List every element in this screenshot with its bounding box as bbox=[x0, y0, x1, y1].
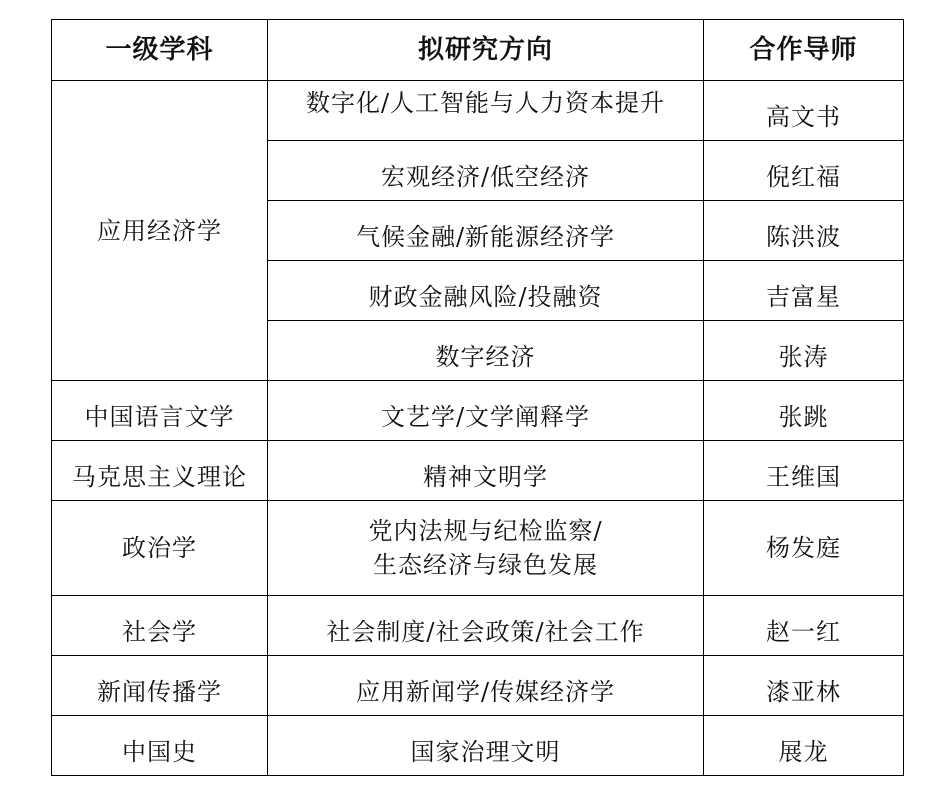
direction-cell bbox=[268, 321, 704, 381]
advisor-text: 赵一红 bbox=[766, 617, 841, 646]
direction-cell bbox=[268, 81, 704, 141]
table-row bbox=[52, 716, 904, 776]
direction-text: 国家治理文明 bbox=[410, 737, 561, 766]
advisor-cell bbox=[704, 716, 904, 776]
direction-line: 生态经济与绿色发展 bbox=[373, 551, 598, 579]
direction-text: 社会制度/社会政策/社会工作 bbox=[326, 617, 645, 646]
direction-text: 精神文明学 bbox=[423, 462, 548, 491]
discipline-cell bbox=[52, 441, 268, 501]
direction-cell bbox=[268, 441, 704, 501]
discipline-cell bbox=[52, 381, 268, 441]
direction-text: 文艺学/文学阐释学 bbox=[380, 402, 591, 431]
research-directions-table bbox=[51, 19, 904, 776]
table-row bbox=[52, 656, 904, 716]
direction-text: 宏观经济/低空经济 bbox=[380, 162, 591, 191]
advisor-cell bbox=[704, 321, 904, 381]
advisor-text: 展龙 bbox=[778, 737, 829, 766]
direction-cell bbox=[268, 656, 704, 716]
discipline-cell bbox=[52, 716, 268, 776]
direction-text: 财政金融风险/投融资 bbox=[368, 282, 603, 311]
direction-cell bbox=[268, 261, 704, 321]
direction-cell bbox=[268, 716, 704, 776]
table-header-row bbox=[52, 20, 904, 81]
table-row bbox=[52, 381, 904, 441]
advisor-cell bbox=[704, 596, 904, 656]
direction-line: 党内法规与纪检监察/ bbox=[368, 517, 603, 545]
advisor-cell bbox=[704, 201, 904, 261]
direction-text: 气候金融/新能源经济学 bbox=[355, 222, 616, 251]
advisor-text: 高文书 bbox=[766, 102, 841, 131]
discipline-text: 马克思主义理论 bbox=[72, 462, 247, 491]
advisor-cell bbox=[704, 261, 904, 321]
advisor-cell bbox=[704, 81, 904, 141]
discipline-text: 社会学 bbox=[122, 617, 197, 646]
direction-cell bbox=[268, 201, 704, 261]
advisor-text: 张跳 bbox=[778, 402, 829, 431]
table-row bbox=[52, 441, 904, 501]
advisor-text: 陈洪波 bbox=[766, 222, 841, 251]
table-row bbox=[52, 596, 904, 656]
advisor-text: 漆亚林 bbox=[766, 677, 841, 706]
advisor-text: 张涛 bbox=[778, 342, 829, 371]
direction-text: 数字化/人工智能与人力资本提升 bbox=[305, 88, 666, 117]
header-discipline: 一级学科 bbox=[52, 20, 268, 81]
advisor-text: 吉富星 bbox=[766, 282, 841, 311]
discipline-cell: 政治学 bbox=[52, 501, 268, 596]
discipline-cell bbox=[52, 656, 268, 716]
direction-text: 数字经济 bbox=[435, 342, 536, 371]
advisor-text: 倪红福 bbox=[766, 162, 841, 191]
advisor-cell bbox=[704, 441, 904, 501]
discipline-text: 中国语言文学 bbox=[84, 402, 235, 431]
direction-cell bbox=[268, 501, 704, 596]
header-advisor: 合作导师 bbox=[704, 20, 904, 81]
discipline-text: 中国史 bbox=[122, 737, 197, 766]
discipline-text: 新闻传播学 bbox=[97, 677, 222, 706]
advisor-cell bbox=[704, 141, 904, 201]
table-row bbox=[52, 501, 904, 596]
advisor-cell bbox=[704, 656, 904, 716]
direction-text: 应用新闻学/传媒经济学 bbox=[355, 677, 616, 706]
discipline-cell bbox=[52, 596, 268, 656]
advisor-cell: 杨发庭 bbox=[704, 501, 904, 596]
direction-cell bbox=[268, 381, 704, 441]
discipline-cell: 应用经济学 bbox=[52, 81, 268, 381]
advisor-text: 王维国 bbox=[766, 462, 841, 491]
direction-cell bbox=[268, 596, 704, 656]
table-row bbox=[52, 81, 904, 141]
direction-cell bbox=[268, 141, 704, 201]
advisor-cell bbox=[704, 381, 904, 441]
header-direction: 拟研究方向 bbox=[268, 20, 704, 81]
